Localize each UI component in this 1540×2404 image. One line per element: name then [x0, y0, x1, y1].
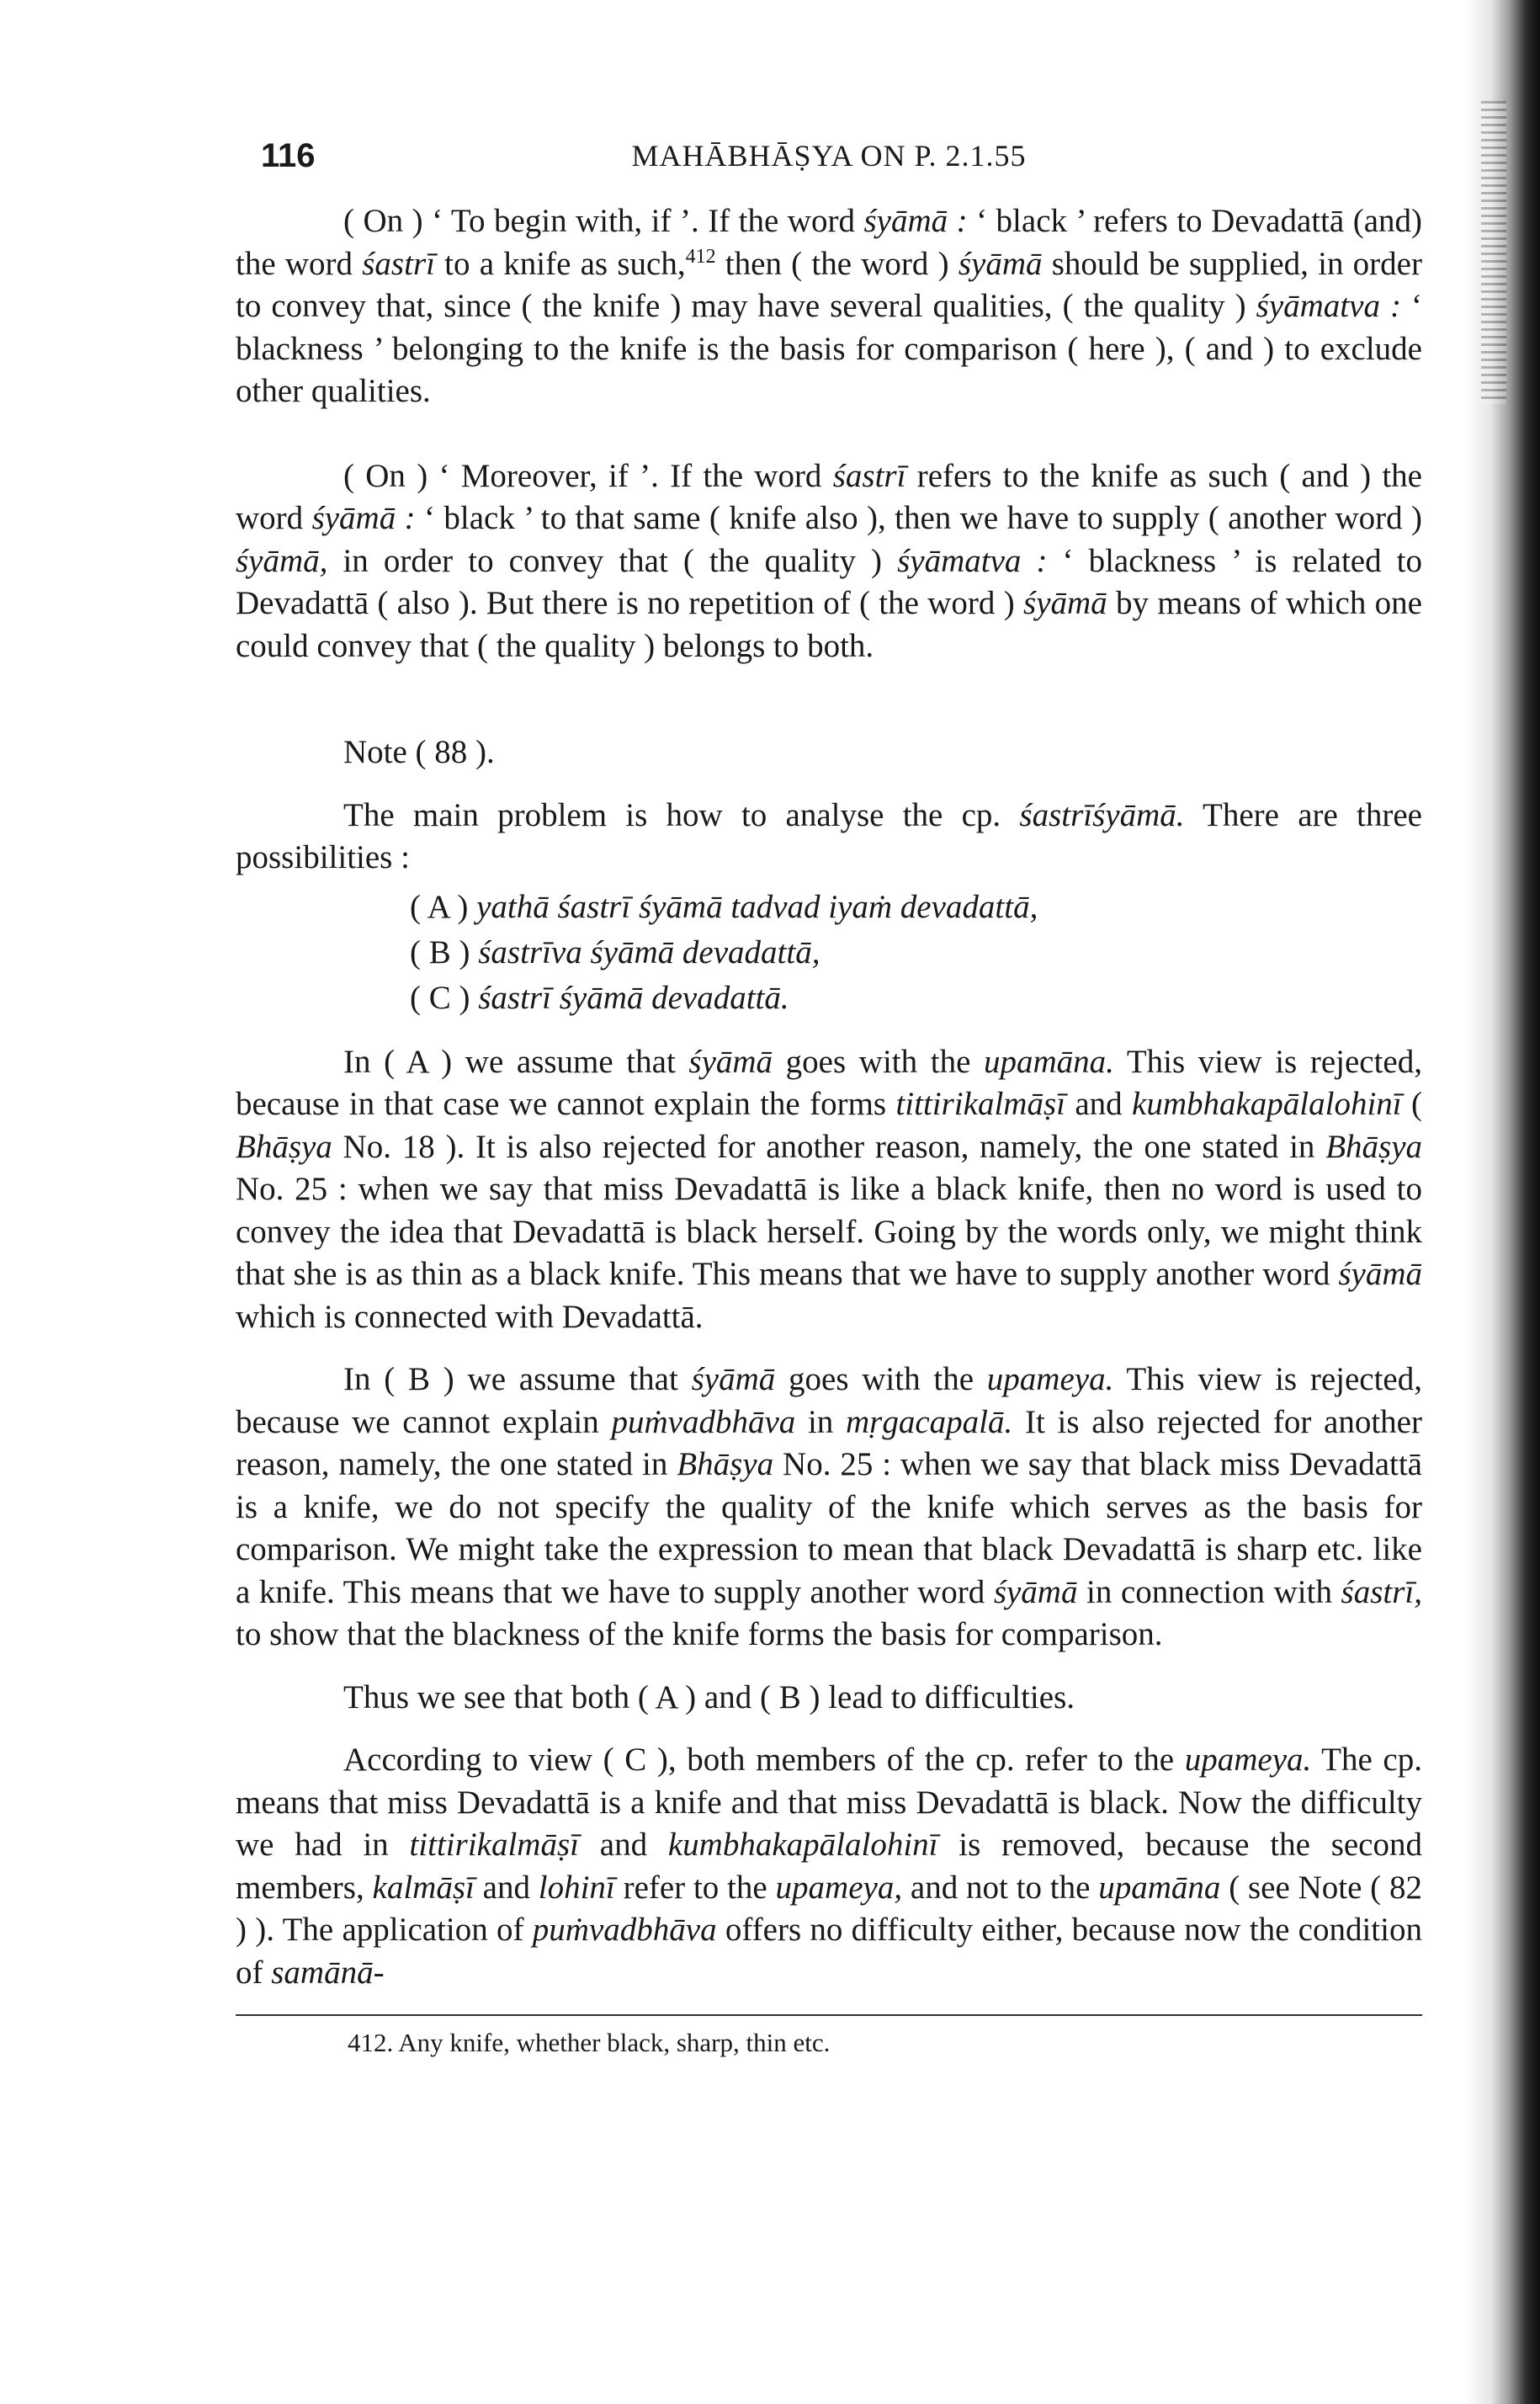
possibilities-list — [236, 885, 1422, 1021]
possibility-a: ( A ) yathā śastrī śyāmā tadvad iyaṁ devadattā, — [410, 888, 1038, 925]
page-number: 116 — [261, 137, 316, 174]
paragraph-view-a: In ( A ) we assume that śyāmā goes with the upamāna. This view is rejected, because in that case we cannot explain the forms tittirikalmāṣī and kumbhakapālalohinī ( Bhāṣya No. 18 ). It is also rejected for another reason, namely, the one stated in Bhāṣya No. 25 : when we say that miss Devadattā is like a black knife, then no word is used to convey the idea that Devadattā is black herself. Going by the words only, we might think that she is as thin as a black knife. This means that we have to supply another word śyāmā which is connected with Devadattā. — [236, 1043, 1423, 1335]
page-body — [236, 200, 1422, 1994]
scan-binding-noise — [1481, 101, 1506, 404]
paragraph-both-difficulties: Thus we see that both ( A ) and ( B ) lead to difficulties. — [343, 1678, 1075, 1715]
possibility-c: ( C ) śastrī śyāmā devadattā. — [410, 979, 789, 1016]
footnote-number: 412. — [348, 2028, 394, 2057]
footnote-412 — [236, 2024, 1422, 2061]
possibility-b: ( B ) śastrīva śyāmā devadattā, — [410, 933, 820, 971]
footnote-text: Any knife, whether black, sharp, thin etc. — [393, 2028, 831, 2057]
book-page — [236, 126, 1422, 2061]
running-head: MAHĀBHĀṢYA ON P. 2.1.55 — [631, 139, 1027, 173]
note-heading: Note ( 88 ). — [343, 734, 495, 770]
page-header — [236, 126, 1422, 185]
paragraph-main-problem: The main problem is how to analyse the cp. śastrīśyāmā. There are three possibilities : — [236, 796, 1422, 875]
footnote-reference: 412 — [685, 245, 716, 268]
paragraph-on-moreover: ( On ) ‘ Moreover, if ’. If the word śastrī refers to the knife as such ( and ) the word śyāmā : ‘ black ’ to that same ( knife also ), then we have to supply ( another word ) śyāmā, in order to convey that ( the quality ) śyāmatva : ‘ blackness ’ is related to Devadattā ( also ). But there is no repetition of ( the word ) śyāmā by means of which one could convey that ( the quality ) belongs to both. — [236, 457, 1423, 664]
paragraph-view-c: According to view ( C ), both members of the cp. refer to the upameya. The cp. means that miss Devadattā is a knife and that miss Devadattā is black. Now the difficulty we had in tittirikalmāṣī and kumbhakapālalohinī is removed, because the second members, kalmāṣī and lohinī refer to the upameya, and not to the upamāna ( see Note ( 82 ) ). The application of puṁvadbhāva offers no difficulty either, because now the condition of samānā- — [236, 1742, 1422, 1991]
footnote-divider — [236, 2014, 1422, 2016]
paragraph-view-b: In ( B ) we assume that śyāmā goes with the upameya. This view is rejected, because we cannot explain puṁvadbhāva in mṛgacapalā. It is also rejected for another reason, namely, the one stated in Bhāṣya No. 25 : when we say that black miss Devadattā is a knife, we do not specify the quality of the knife which serves as the basis for comparison. We might take the expression to mean that black Devadattā is sharp etc. like a knife. This means that we have to supply another word śyāmā in connection with śastrī, to show that the blackness of the knife forms the basis for comparison. — [236, 1361, 1422, 1652]
paragraph-on-to-begin-with: ( On ) ‘ To begin with, if ’. If the word śyāmā : ‘ black ’ refers to Devadattā (and) the word śastrī to a knife as such,$^{412}$ then ( the word ) śyāmā should be supplied, in order to convey that, since ( the knife ) may have several qualities, ( the quality ) śyāmatva : ‘ blackness ’ belonging to the knife is the basis for comparison ( here ), ( and ) to exclude other qualities. — [236, 203, 1423, 409]
